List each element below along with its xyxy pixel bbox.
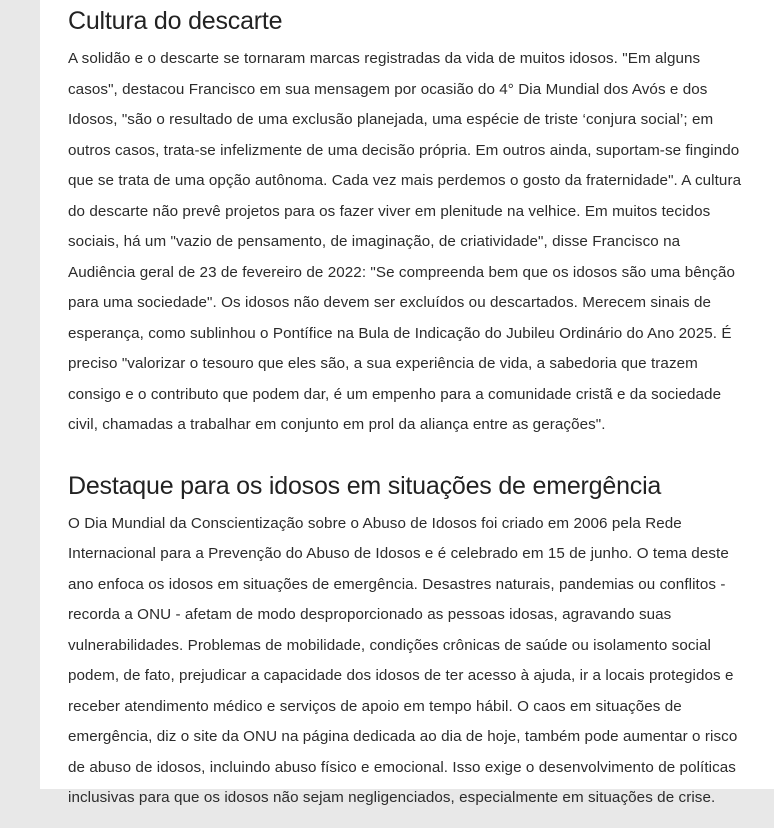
bottom-spacer bbox=[68, 814, 746, 828]
article-body bbox=[68, 0, 746, 828]
left-gutter bbox=[0, 0, 40, 789]
section-heading-cultura-do-descarte: Cultura do descarte bbox=[68, 7, 283, 35]
section-heading-idosos-emergencia: Destaque para os idosos em situações de emergência bbox=[68, 471, 662, 500]
content-sheet bbox=[40, 0, 774, 806]
section-paragraph-idosos-emergencia: O Dia Mundial da Conscientização sobre o Abuso de Idosos foi criado em 2006 pela Rede Internacional para a Prevenção do Abuso de Idosos e é celebrado em 15 de junho. O tema deste ano enfoca os idosos em situações de emergência. Desastres naturais, pandemias ou conflitos - recorda a ONU - afetam de modo desproporcionado as pessoas idosas, agravando suas vulnerabilidades. Problemas de mobilidade, condições crônicas de saúde ou isolamento social podem, de fato, prejudicar a capacidade dos idosos de ter acesso à ajuda, ir a locais protegidos e receber atendimento médico e serviços de apoio em tempo hábil. O caos em situações de emergência, diz o site da ONU na página dedicada ao dia de hoje, também pode aumentar o risco de abuso de idosos, incluindo abuso físico e emocional. Isso exige o desenvolvimento de políticas inclusivas para que os idosos não sejam negligenciados, especialmente em situações de crise. bbox=[68, 514, 738, 806]
section-paragraph-cultura-do-descarte: A solidão e o descarte se tornaram marcas registradas da vida de muitos idosos. "Em alguns casos", destacou Francisco em sua mensagem por ocasião do 4° Dia Mundial dos Avós e dos Idosos, "são o resultado de uma exclusão planejada, uma espécie de triste ‘conjura social’; em outros casos, trata-se infelizmente de uma decisão própria. Em outros ainda, suportam-se fingindo que se trata de uma opção autônoma. Cada vez mais perdemos o gosto da fraternidade". A cultura do descarte não prevê projetos para os fazer viver em plenitude na velhice. Em muitos tecidos sociais, há um "vazio de pensamento, de imaginação, de criatividade", disse Francisco na Audiência geral de 23 de fevereiro de 2022: "Se compreenda bem que os idosos são uma bênção para uma sociedade". Os idosos não devem ser excluídos ou descartados. Merecem sinais de esperança, como sublinhou o Pontífice na Bula de Indicação do Jubileu Ordinário do Ano 2025. É preciso "valorizar o tesouro que eles são, a sua experiência de vida, a sabedoria que trazem consigo e o contributo que podem dar, é um empenho para a comunidade cristã e da sociedade civil, chamadas a trabalhar em conjunto em prol da aliança entre as gerações". bbox=[68, 50, 742, 433]
